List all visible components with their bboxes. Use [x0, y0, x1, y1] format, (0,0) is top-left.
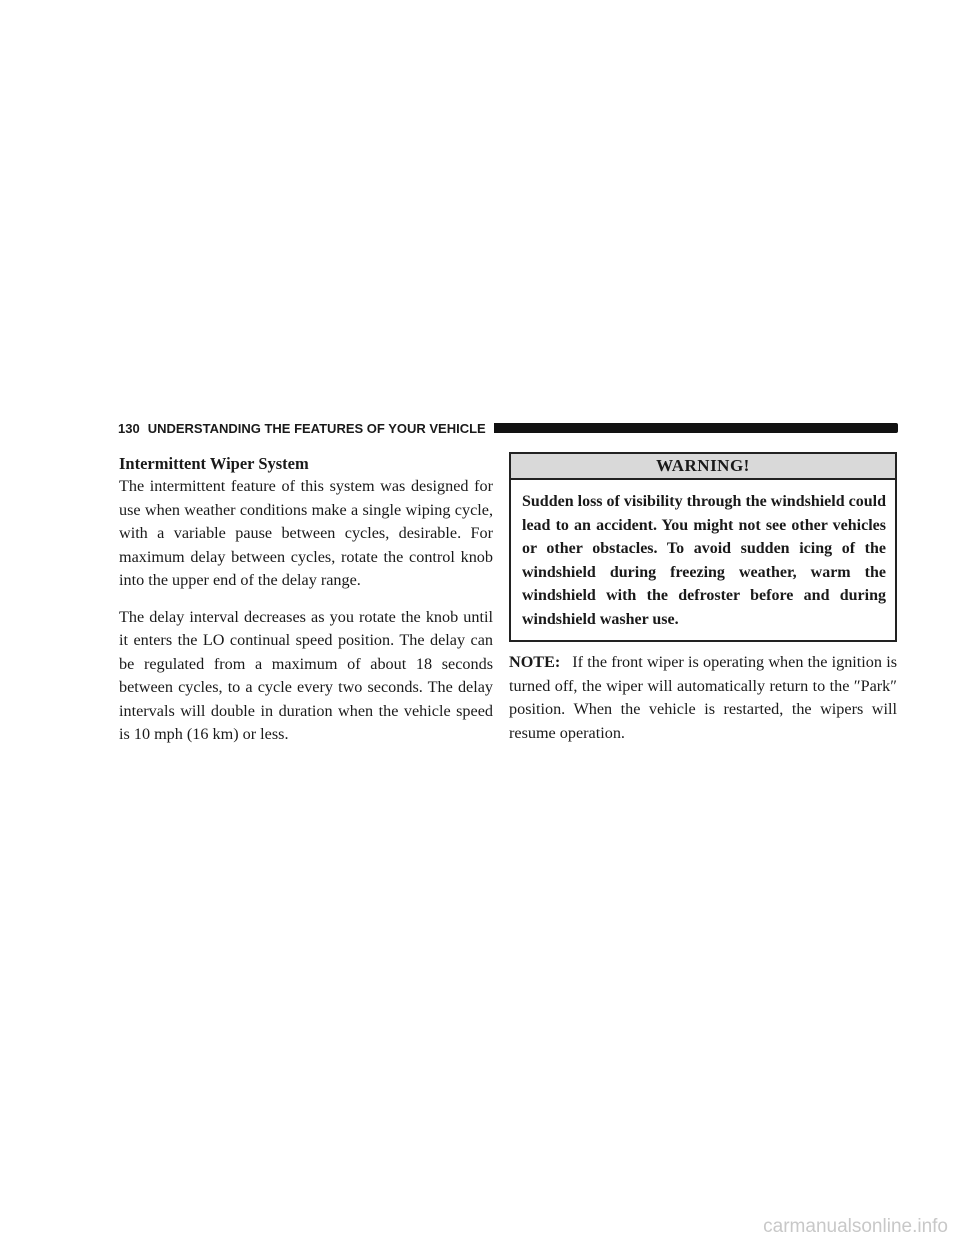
note-label: NOTE:: [509, 653, 561, 671]
body-paragraph-1: The intermittent feature of this system was designed for use when weather conditions make a single wiping cycle, with a variable pause between cycles, desirable. For maximum delay between cycles, rotate the control knob into the upper end of the delay range.: [119, 477, 493, 589]
left-column: [119, 452, 493, 760]
header-rule: [494, 423, 898, 433]
page-number: 130: [118, 420, 140, 436]
warning-text: Sudden loss of visibility through the windshield could lead to an accident. You might not see other vehicles or other obstacles. To avoid sudden icing of the windshield during freezing weather, warm the windshield with the defroster before and during windshield washer use.: [522, 493, 886, 628]
body-paragraph-2: The delay interval decreases as you rotate the knob until it enters the LO continual speed position. The delay can be regulated from a maximum of about 18 seconds between cycles, to a cycle every two seconds. The delay intervals will double in duration when the vehicle speed is 10 mph (16 km) or less.: [119, 607, 493, 743]
note-paragraph: [509, 651, 897, 745]
warning-title: WARNING!: [511, 454, 895, 480]
watermark: carmanualsonline.info: [763, 1216, 948, 1237]
page-header: [118, 419, 898, 437]
note-text: If the front wiper is operating when the ignition is turned off, the wiper will automatically return to the ″Park″ position. When the vehicle is restarted, the wipers will resume operation.: [509, 653, 897, 742]
section-title: UNDERSTANDING THE FEATURES OF YOUR VEHICLE: [147, 420, 486, 436]
warning-box: [509, 452, 897, 642]
right-column: [509, 452, 897, 758]
section-heading: Intermittent Wiper System: [119, 454, 309, 473]
